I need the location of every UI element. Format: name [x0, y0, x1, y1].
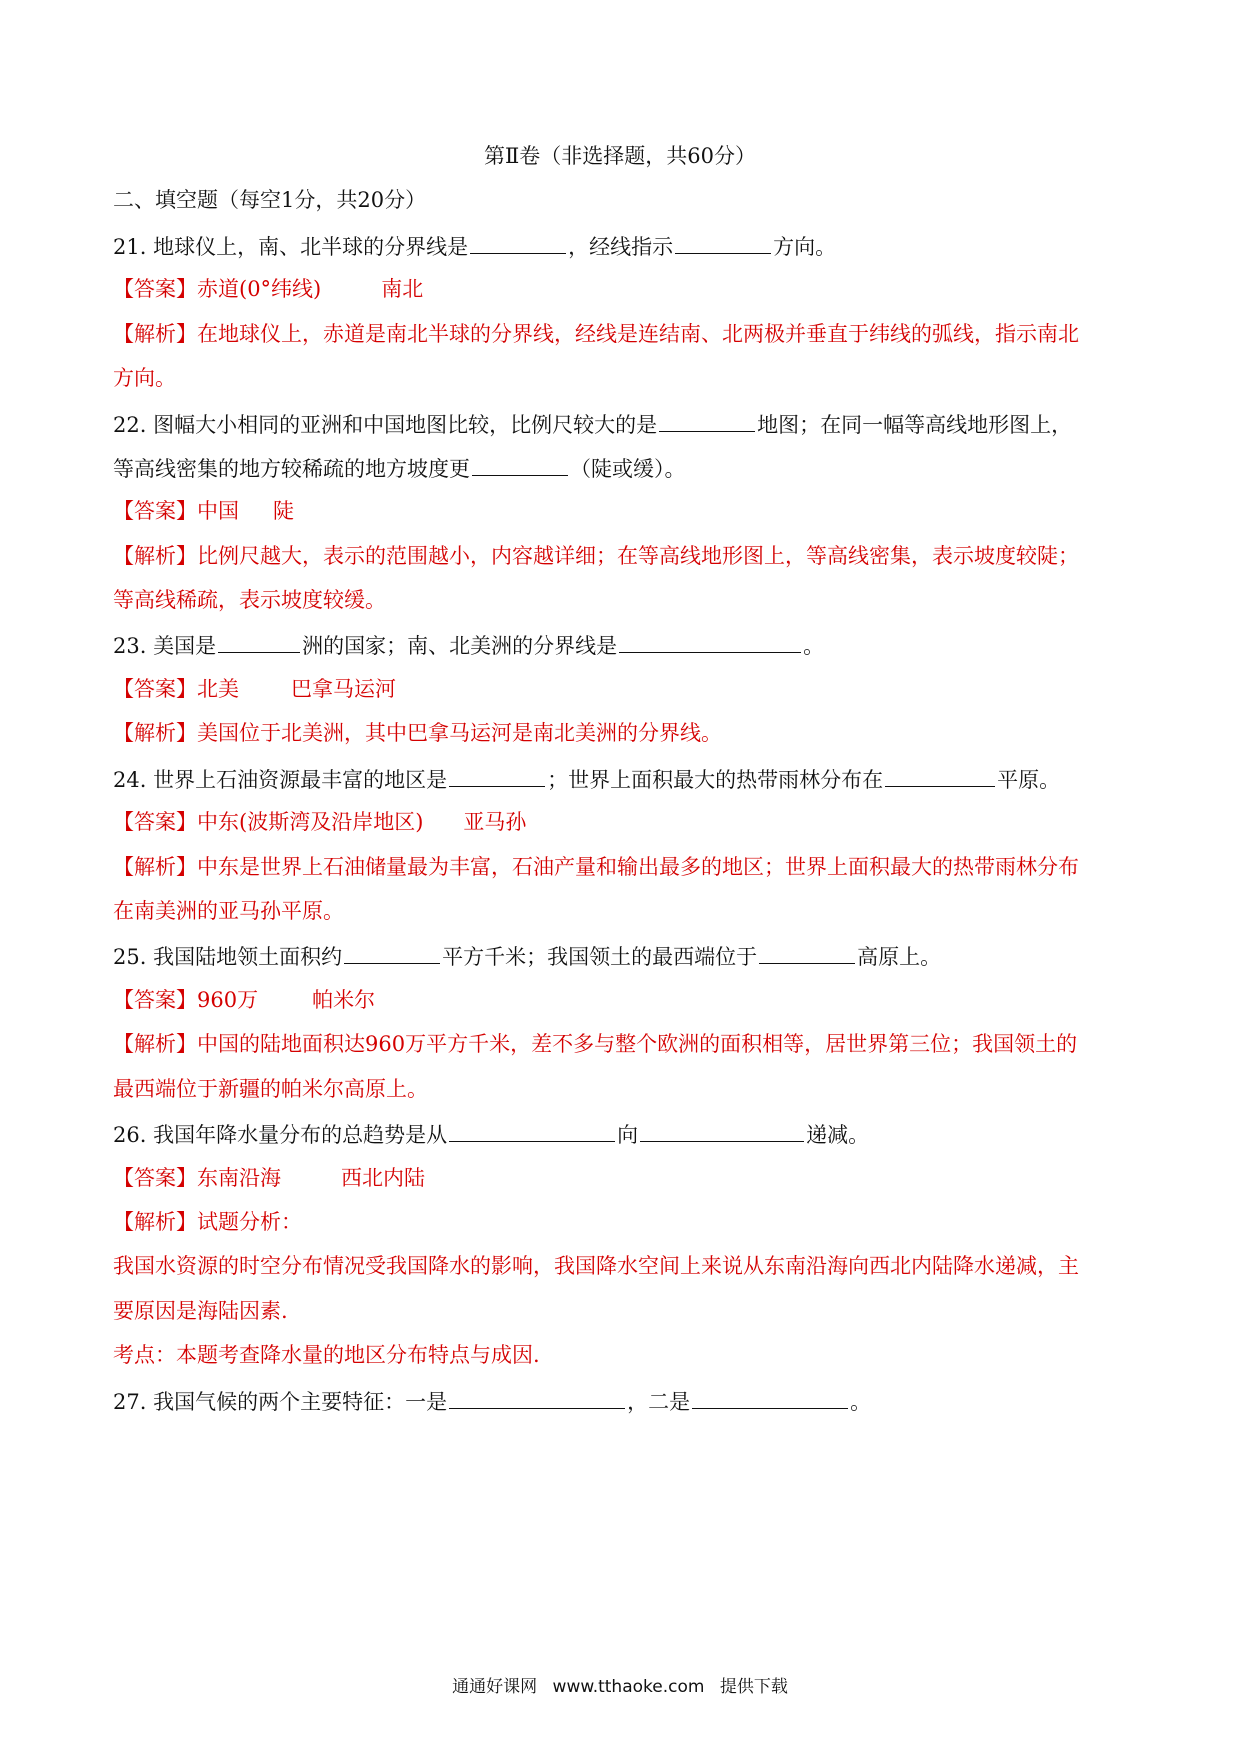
q22-answer-1: 中国	[197, 499, 239, 523]
q26-analysis-head	[113, 1208, 1140, 1236]
q25-answer-2: 帕米尔	[312, 988, 376, 1012]
q24-text-a: 24. 世界上石油资源最丰富的地区是	[113, 768, 448, 792]
q24-blank-1	[449, 764, 545, 787]
q25-blank-2	[759, 941, 855, 964]
q21-text-b: ，经线指示	[568, 235, 674, 259]
q23-answer-2: 巴拿马运河	[291, 677, 396, 701]
q23-text-b: 洲的国家；南、北美洲的分界线是	[302, 634, 618, 658]
q27-text-c: 。	[850, 1390, 872, 1414]
q23-analysis-text-1: 美国位于北美洲，其中巴拿马运河是南北美洲的分界线。	[197, 721, 722, 745]
page-footer	[0, 1672, 1240, 1697]
q26-text-c: 递减。	[806, 1123, 870, 1147]
q22-text-c: 等高线密集的地方较稀疏的地方坡度更	[113, 457, 470, 481]
footer-site-name: 通通好课网	[452, 1677, 538, 1697]
analysis-tag: 【解析】	[113, 322, 197, 346]
section-title: 第Ⅱ卷（非选择题，共60分）	[484, 144, 756, 168]
q24-answer	[113, 808, 1140, 836]
q26-answer-1: 东南沿海	[197, 1166, 281, 1190]
section-heading: 二、填空题（每空1分，共20分）	[113, 188, 427, 212]
q22-blank-2	[472, 453, 568, 476]
answer-tag: 【答案】	[113, 1166, 197, 1190]
q21-text-c: 方向。	[773, 235, 837, 259]
q21-answer-1: 赤道(0°纬线)	[197, 277, 322, 301]
q22-answer	[113, 497, 1140, 525]
q21-answer-2: 南北	[381, 277, 424, 301]
q22-text-d: （陡或缓）。	[570, 457, 686, 481]
q21-analysis-line-1	[113, 320, 1140, 348]
q21-blank-1	[470, 231, 566, 254]
q27-text-b: ，二是	[627, 1390, 691, 1414]
q27-text-a: 27. 我国气候的两个主要特征：一是	[113, 1390, 448, 1414]
q24-text-b: ；世界上面积最大的热带雨林分布在	[547, 768, 884, 792]
q22-text-a: 22. 图幅大小相同的亚洲和中国地图比较，比例尺较大的是	[113, 413, 658, 437]
q27-blank-1	[449, 1386, 625, 1409]
q25-blank-1	[344, 941, 440, 964]
q25-analysis-line-2: 最西端位于新疆的帕米尔高原上。	[113, 1077, 428, 1101]
q23-text-c: 。	[803, 634, 825, 658]
question-26	[113, 1119, 1140, 1149]
q22-analysis-line-1	[113, 542, 1140, 570]
q26-text-a: 26. 我国年降水量分布的总趋势是从	[113, 1123, 448, 1147]
answer-tag: 【答案】	[113, 810, 197, 834]
q24-blank-2	[885, 764, 995, 787]
analysis-tag: 【解析】	[113, 1032, 197, 1056]
q27-blank-2	[692, 1386, 848, 1409]
q26-analysis-line-3: 考点：本题考查降水量的地区分布特点与成因.	[113, 1343, 540, 1367]
q26-analysis-line-2: 要原因是海陆因素.	[113, 1299, 288, 1323]
q25-text-c: 高原上。	[857, 945, 942, 969]
footer-url[interactable]: www.tthaoke.com	[552, 1677, 705, 1697]
q25-analysis-line-1	[113, 1030, 1140, 1058]
q23-text-a: 23. 美国是	[113, 634, 217, 658]
question-23	[113, 630, 1140, 660]
q22-text-b: 地图；在同一幅等高线地形图上，	[757, 413, 1073, 437]
q23-analysis-line-1	[113, 719, 1140, 747]
q25-answer-1: 960万	[197, 988, 259, 1012]
analysis-tag: 【解析】	[113, 1210, 197, 1234]
q23-answer	[113, 675, 1140, 703]
q22-blank-1	[659, 409, 755, 432]
q24-analysis-text-1: 中东是世界上石油储量最为丰富，石油产量和输出最多的地区；世界上面积最大的热带雨林分布	[197, 855, 1079, 879]
q21-answer	[113, 275, 1140, 303]
q24-text-c: 平原。	[997, 768, 1061, 792]
q26-blank-1	[449, 1119, 615, 1142]
question-24	[113, 764, 1140, 794]
q21-analysis-text-1: 在地球仪上，赤道是南北半球的分界线，经线是连结南、北两极并垂直于纬线的弧线，指示南北	[197, 322, 1079, 346]
q26-answer-2: 西北内陆	[341, 1166, 425, 1190]
q23-blank-1	[218, 630, 300, 653]
q23-answer-1: 北美	[197, 677, 239, 701]
answer-tag: 【答案】	[113, 499, 197, 523]
analysis-tag: 【解析】	[113, 855, 197, 879]
answer-tag: 【答案】	[113, 277, 197, 301]
q21-analysis-line-2: 方向。	[113, 366, 176, 390]
q23-blank-2	[619, 630, 801, 653]
q26-text-b: 向	[617, 1123, 639, 1147]
question-25	[113, 941, 1140, 971]
q24-analysis-line-2: 在南美洲的亚马孙平原。	[113, 899, 344, 923]
q22-analysis-text-1: 比例尺越大，表示的范围越小，内容越详细；在等高线地形图上，等高线密集，表示坡度较陡；	[197, 544, 1079, 568]
q22-analysis-line-2: 等高线稀疏，表示坡度较缓。	[113, 588, 386, 612]
answer-tag: 【答案】	[113, 988, 197, 1012]
q21-blank-2	[675, 231, 771, 254]
question-21	[113, 231, 1140, 261]
q24-answer-1: 中东(波斯湾及沿岸地区)	[197, 810, 424, 834]
q24-analysis-line-1	[113, 853, 1140, 881]
q25-answer	[113, 986, 1140, 1014]
q24-answer-2: 亚马孙	[463, 810, 527, 834]
q21-text-a: 21. 地球仪上，南、北半球的分界线是	[113, 235, 469, 259]
q26-blank-2	[640, 1119, 804, 1142]
q26-answer	[113, 1164, 1140, 1192]
q26-analysis-line-1: 我国水资源的时空分布情况受我国降水的影响，我国降水空间上来说从东南沿海向西北内陆降水递减，主	[113, 1254, 1079, 1278]
answer-tag: 【答案】	[113, 677, 197, 701]
q26-analysis-head-text: 试题分析：	[197, 1210, 302, 1234]
footer-download: 提供下载	[719, 1677, 788, 1697]
analysis-tag: 【解析】	[113, 544, 197, 568]
q25-analysis-text-1: 中国的陆地面积达960万平方千米，差不多与整个欧洲的面积相等，居世界第三位；我国领土的	[197, 1032, 1078, 1056]
q25-text-b: 平方千米；我国领土的最西端位于	[442, 945, 758, 969]
question-22-line-2	[113, 453, 1140, 483]
question-22-line-1	[113, 409, 1140, 439]
q25-text-a: 25. 我国陆地领土面积约	[113, 945, 343, 969]
analysis-tag: 【解析】	[113, 721, 197, 745]
q22-answer-2: 陡	[273, 499, 294, 523]
question-27	[113, 1386, 1140, 1416]
